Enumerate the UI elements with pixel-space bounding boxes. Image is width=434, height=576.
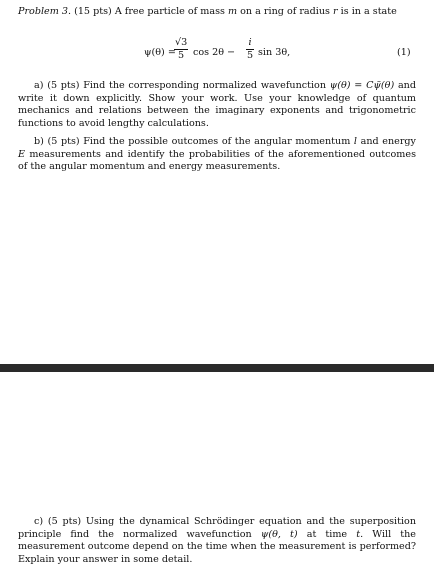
equation-number: (1) <box>397 47 411 58</box>
part-b: b) (5 pts) Find the possible outcomes of the angular momentum l and energy E measurements and identify the probabilities of the aforementioned outcomes of the angular momentum and energy measurements. <box>18 136 416 173</box>
problem-statement: Problem 3. (15 pts) A free particle of mass m on a ring of radius r is in a state <box>18 6 397 17</box>
problem-label: Problem 3. <box>18 6 72 17</box>
equation-lhs: ψ(θ) = <box>144 47 176 58</box>
fraction-i-over-5: $\frac{i}{5}$ <box>246 37 254 61</box>
cos-term: cos 2θ − <box>193 47 236 58</box>
part-a: a) (5 pts) Find the corresponding normalized wavefunction ψ(θ) = Cψ̃(θ) and write it down explicitly. Show your work. Use your knowledge of quantum mechanics and relations between the imaginary exponents and trigonometric functions to avoid lengthy calculations. <box>18 80 416 129</box>
fraction-sqrt3-over-5: $\frac{√3}{5}$ <box>175 37 188 61</box>
part-c: c) (5 pts) Using the dynamical Schrödinger equation and the superposition principle find the normalized wavefunction ψ(θ, t) at time t. Will the measurement outcome depend on the time when the measurement is performed? Explain your answer in some detail. <box>18 516 416 565</box>
equation-1 <box>0 38 434 70</box>
problem-points: (15 pts) <box>74 6 112 17</box>
page-divider <box>0 364 434 372</box>
sin-term: sin 3θ, <box>258 47 291 58</box>
